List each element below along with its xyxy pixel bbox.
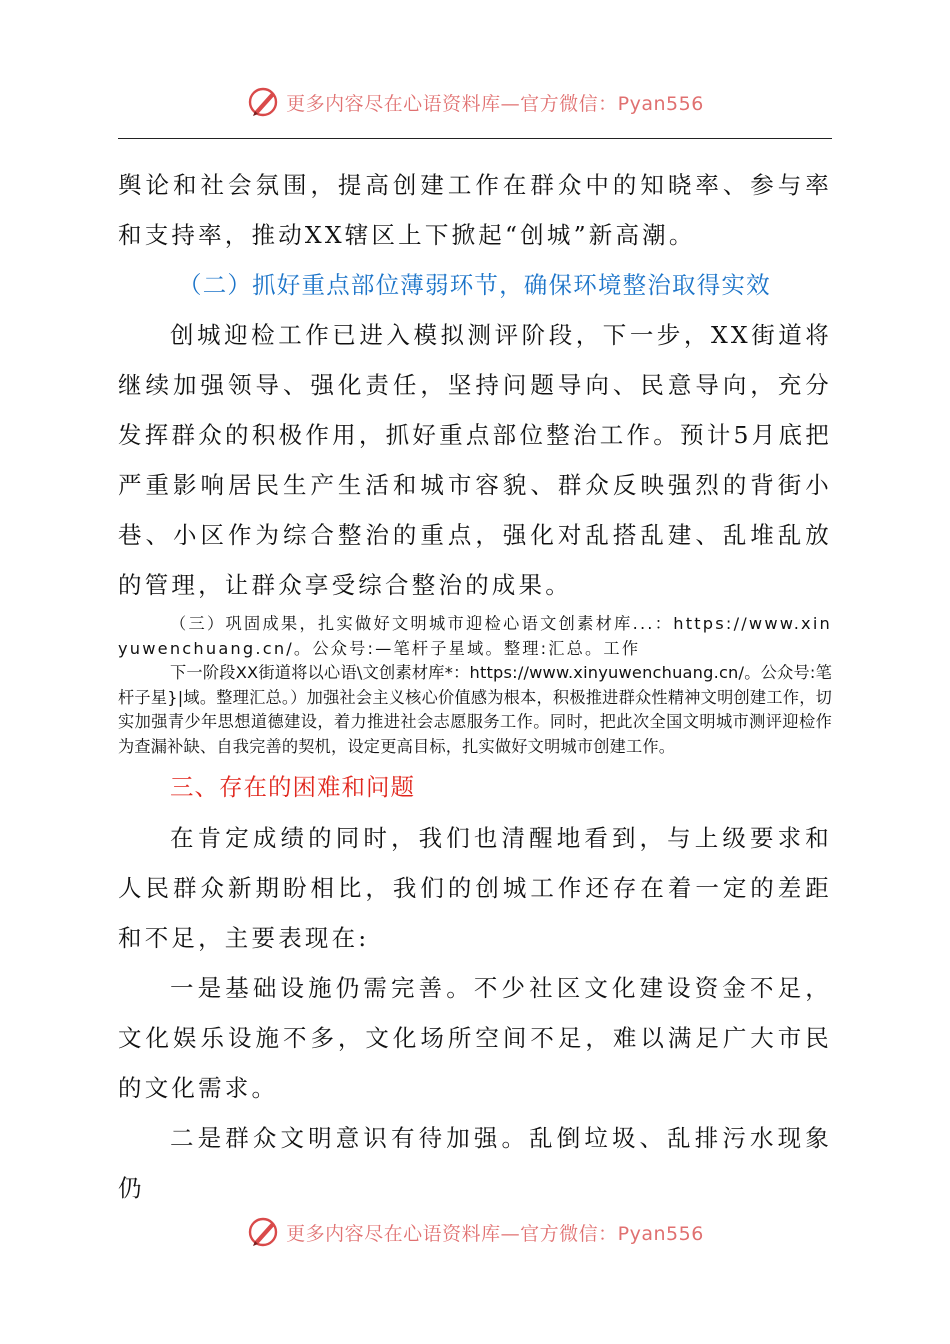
footer-banner <box>0 1210 950 1254</box>
section-heading-3: 三、存在的困难和问题 <box>170 773 415 801</box>
pen-logo-icon <box>246 84 282 120</box>
footer-banner-id: Pyan556 <box>617 1222 704 1245</box>
paragraph-5: 二是群众文明意识有待加强。乱倒垃圾、乱排污水现象仍 <box>118 1124 832 1202</box>
paragraph-4: 一是基础设施仍需完善。不少社区文化建设资金不足，文化娱乐设施不多，文化场所空间不足，难以满足广大市民的文化需求。 <box>118 974 832 1102</box>
paragraph-3: 在肯定成绩的同时，我们也清醒地看到，与上级要求和人民群众新期盼相比，我们的创城工作还存在着一定的差距和不足，主要表现在: <box>118 824 832 952</box>
header-banner <box>0 80 950 124</box>
section-heading-2: （二）抓好重点部位薄弱环节，确保环境整治取得实效 <box>178 271 771 299</box>
document-body <box>118 160 832 1213</box>
footer-banner-text: 更多内容尽在心语资料库—官方微信：Pyan556 <box>286 1222 704 1245</box>
header-banner-text: 更多内容尽在心语资料库—官方微信：Pyan556 <box>286 92 704 115</box>
header-banner-id: Pyan556 <box>617 92 704 115</box>
paragraph-1: 舆论和社会氛围，提高创建工作在群众中的知晓率、参与率和支持率，推动XX辖区上下掀起“创城”新高潮。 <box>118 171 832 249</box>
pen-logo-icon <box>246 1214 282 1250</box>
paragraph-2: 创城迎检工作已进入模拟测评阶段，下一步，XX街道将继续加强领导、强化责任，坚持问题导向、民意导向，充分发挥群众的积极作用，抓好重点部位整治工作。预计5月底把严重影响居民生产生活和城市容貌、群众反映强烈的背街小巷、小区作为综合整治的重点，强化对乱搭乱建、乱堆乱放的管理，让群众享受综合整治的成果。 <box>118 321 832 599</box>
scraped-line-1: （三）巩固成果，扎实做好文明城市迎检心语文创素材库...：https://www.xinyuwenchuang.cn/。公众号:—笔杆子星域。整理:汇总。工作 <box>118 614 832 658</box>
scraped-paragraph-2: 下一阶段XX街道将以心语\文创素材库*：https://www.xinyuwenchuang.cn/。公众号:笔杆子星}|域。整理汇总。）加强社会主义核心价值感为根本，积极推进群众性精神文明创建工作，切实加强青少年思想道德建设，着力推进社会志愿服务工作。同时，把此次全国文明城市测评迎检作为查漏补缺、自我完善的契机，设定更高目标，扎实做好文明城市创建工作。 <box>118 663 832 756</box>
header-rule <box>118 138 832 139</box>
